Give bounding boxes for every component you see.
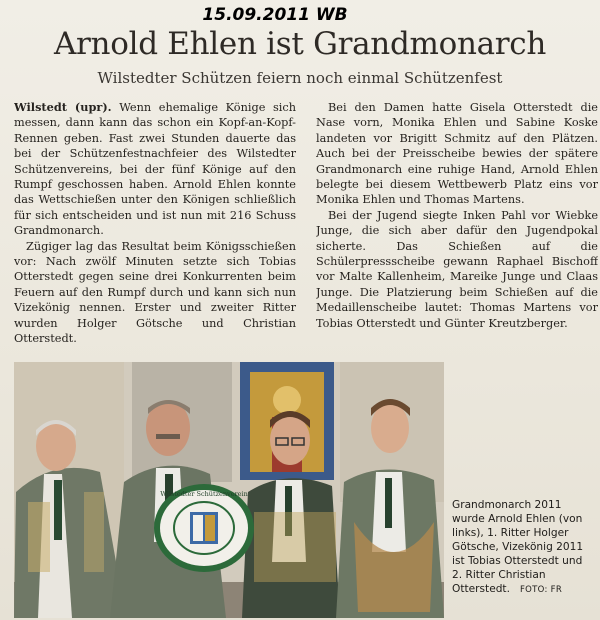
caption-text: Grandmonarch 2011 wurde Arnold Ehlen (von links), 1. Ritter Holger Götsche, Vizekönig 2011 ist Tobias Otterstedt und 2. Ritter Christian Otterstedt. (452, 499, 584, 595)
group-photo (14, 362, 444, 618)
target-label: Wilstedter Schützenverein (160, 490, 248, 498)
dateline: Wilstedt (upr). (14, 100, 112, 114)
shooting-target (154, 484, 254, 572)
article-subheadline: Wilstedter Schützen feiern noch einmal Schützenfest (97, 69, 503, 87)
article-paragraph: Bei den Damen hatte Gisela Otterstedt die Nase vorn, Monika Ehlen und Sabine Koske landeten vor Brigitt Schmitz auf den Plätzen. Auch bei der Preisscheibe bewies der spätere Grandmonarch eine ruhige Hand, Arnold Ehlen belegte bei diesem Wettbewerb Platz eins vor Monika Ehlen und Thomas Martens. (316, 101, 598, 207)
article-column-right (316, 100, 598, 358)
article-headline: Arnold Ehlen ist Grandmonarch (53, 26, 547, 62)
photo-illustration (14, 362, 444, 618)
article-column-left (14, 100, 296, 358)
photo-caption (452, 498, 592, 616)
photo-credit: FOTO: FR (519, 585, 563, 595)
article-paragraph: Zügiger lag das Resultat beim Königsschießen vor: Nach zwölf Minuten setzte sich Tobias Otterstedt gegen seine drei Konkurrenten beim Feuern auf den Rumpf durch und kann sich nun Vizekönig nennen. Erster und zweiter Ritter wurden Holger Götsche und Christian Otterstedt. (14, 239, 296, 346)
paragraph-text: Wenn ehemalige Könige sich messen, dann kann das schon ein Kopf-an-Kopf-Rennen geben. Fast zwei Stunden dauerte das bei der Schützenfestnachfeier des Wilstedter Schützenvereins, bei der fünf Könige auf den Rumpf geschossen haben. Arnold Ehlen konnte das Wettschießen unter den Königen schließlich für sich entscheiden und ist nun mit 216 Schuss Grandmonarch. (14, 101, 296, 238)
article-paragraph: Bei der Jugend siegte Inken Pahl vor Wiebke Junge, die sich aber dafür den Jugendpokal sicherte. Das Schießen auf die Schülerpressscheibe gewann Raphael Bischoff vor Malte Kallenheim, Mareike Junge und Claas Junge. Die Platzierung beim Schießen auf die Medaillenscheibe lautet: Thomas Martens vor Tobias Otterstedt und Günter Kreutzberger. (316, 208, 598, 330)
date-stamp: 15.09.2011 WB (202, 5, 348, 25)
article-paragraph (14, 100, 296, 239)
